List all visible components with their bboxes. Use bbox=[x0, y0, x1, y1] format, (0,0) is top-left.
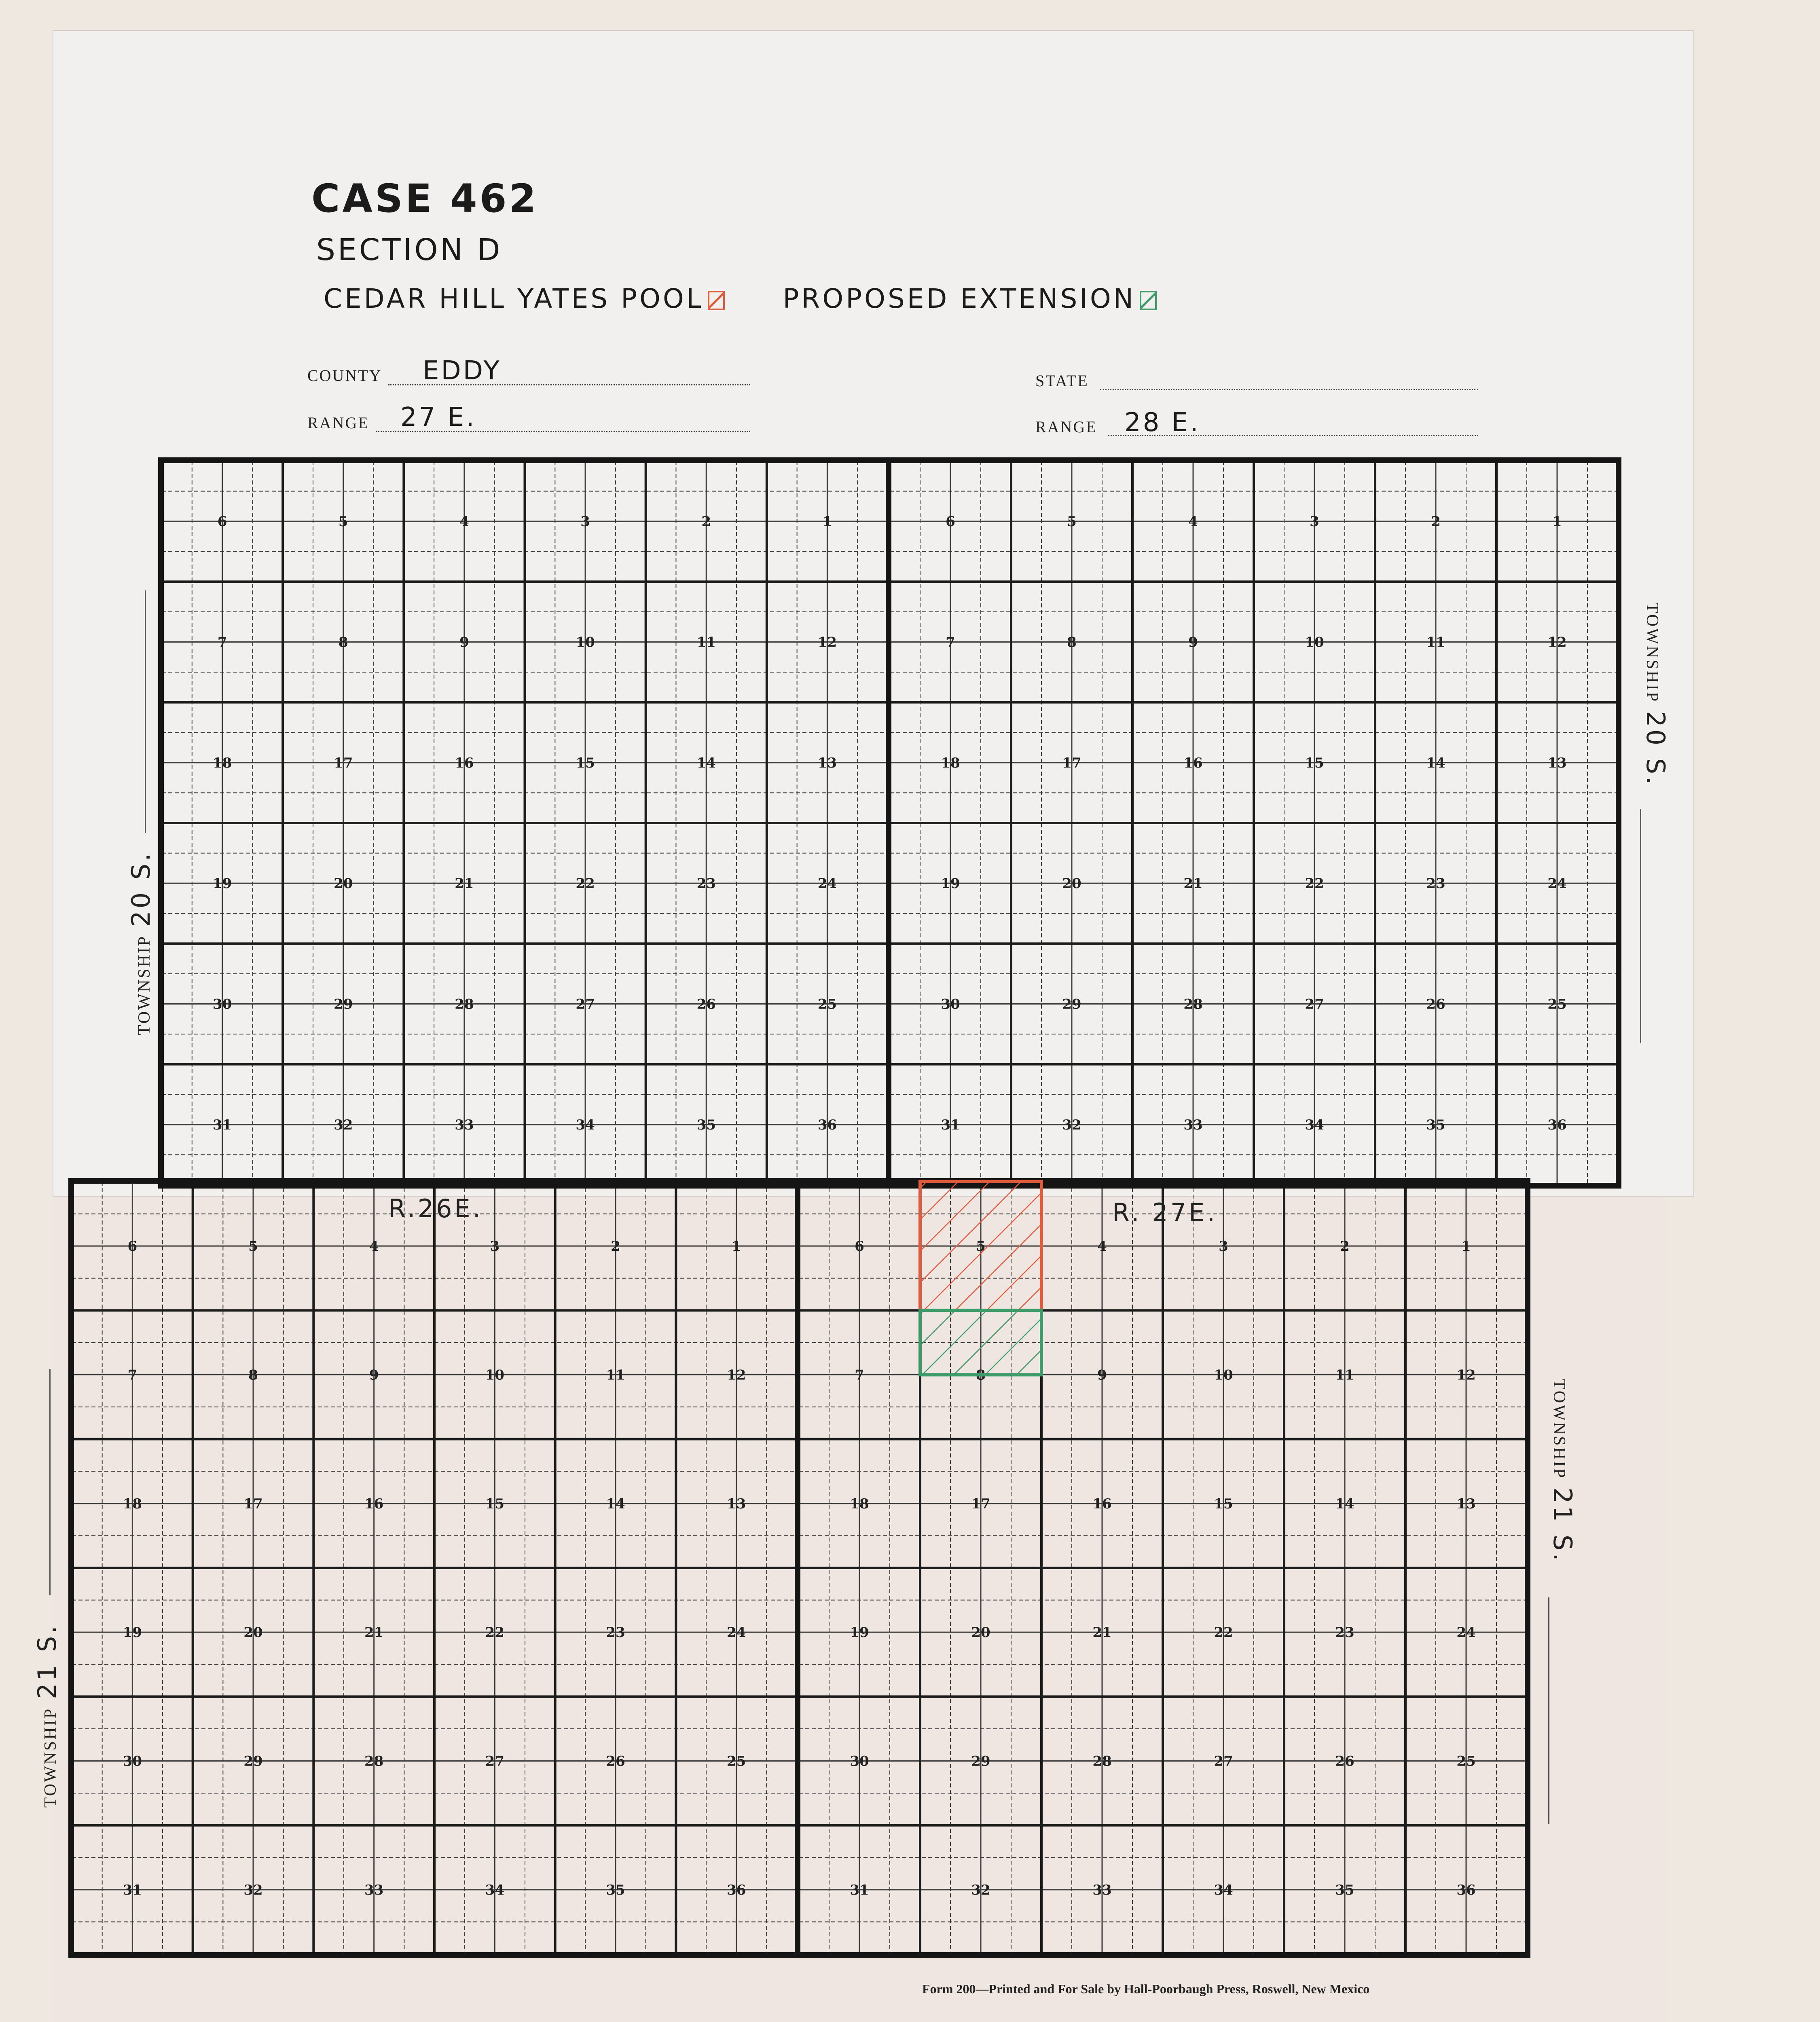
bottom-left-township-section-13: 13 bbox=[727, 1495, 746, 1512]
top-right-township-section-5: 5 bbox=[1067, 514, 1077, 530]
bottom-right-township-section-14: 14 bbox=[1335, 1495, 1354, 1512]
top-left-township-section-35: 35 bbox=[696, 1117, 716, 1133]
top-left-township-section-22: 22 bbox=[576, 876, 595, 892]
top-right-township-section-4: 4 bbox=[1188, 514, 1198, 530]
top-right-township-section-20: 20 bbox=[1062, 876, 1081, 892]
top-right-township-section-19: 19 bbox=[941, 876, 960, 892]
bottom-left-township-section-6: 6 bbox=[127, 1238, 138, 1255]
top-right-township-section-36: 36 bbox=[1547, 1117, 1567, 1133]
bottom-left-township-section-36: 36 bbox=[727, 1882, 746, 1898]
bottom_right-pool-tract-section-5 bbox=[920, 1182, 1041, 1310]
township-bottom-left-line bbox=[49, 1369, 51, 1595]
top-right-township-section-35: 35 bbox=[1426, 1117, 1445, 1133]
top-right-township-section-23: 23 bbox=[1426, 876, 1445, 892]
top-right-township-section-9: 9 bbox=[1188, 634, 1198, 651]
bottom-left-township-section-4: 4 bbox=[369, 1238, 379, 1255]
bottom-left-township-section-27: 27 bbox=[485, 1753, 504, 1770]
top-left-township-section-30: 30 bbox=[212, 996, 232, 1013]
top-right-township-section-32: 32 bbox=[1062, 1117, 1081, 1133]
top-left-township-section-34: 34 bbox=[576, 1117, 595, 1133]
top-left-township-section-2: 2 bbox=[701, 514, 711, 530]
bottom-left-township-section-32: 32 bbox=[243, 1882, 263, 1898]
township-bottom-right-word: TOWNSHIP bbox=[1550, 1379, 1568, 1480]
bottom-right-township-section-13: 13 bbox=[1456, 1495, 1476, 1512]
township-top-left-word: TOWNSHIP bbox=[135, 935, 154, 1035]
top-right-township-section-22: 22 bbox=[1305, 876, 1324, 892]
bottom-left-township-section-24: 24 bbox=[727, 1624, 746, 1641]
top-left-township-section-21: 21 bbox=[455, 876, 474, 892]
bottom-left-township-section-34: 34 bbox=[485, 1882, 504, 1898]
bottom-left-township-section-18: 18 bbox=[123, 1495, 142, 1512]
top-right-township-section-24: 24 bbox=[1547, 876, 1567, 892]
state-label: STATE bbox=[1035, 372, 1089, 390]
top-right-township-section-28: 28 bbox=[1183, 996, 1203, 1013]
range-right-value: 28 E. bbox=[1124, 408, 1200, 438]
bottom-left-township-section-31: 31 bbox=[123, 1882, 142, 1898]
township-bottom-right bbox=[1548, 1379, 1577, 1563]
footer-imprint: Form 200—Printed and For Sale by Hall-Poorbaugh Press, Roswell, New Mexico bbox=[922, 1982, 1370, 1996]
top-right-township-section-7: 7 bbox=[946, 634, 955, 651]
bottom-left-township-section-22: 22 bbox=[485, 1624, 504, 1641]
bottom-left-township-section-26: 26 bbox=[606, 1753, 625, 1770]
bottom-left-township-section-28: 28 bbox=[364, 1753, 384, 1770]
top-left-township-section-18: 18 bbox=[212, 755, 232, 771]
top-right-township-section-25: 25 bbox=[1547, 996, 1567, 1013]
top-right-township-section-30: 30 bbox=[941, 996, 960, 1013]
top-left-township-section-13: 13 bbox=[817, 755, 837, 771]
top-left-township-section-27: 27 bbox=[576, 996, 595, 1013]
top-left-township-section-20: 20 bbox=[334, 876, 353, 892]
bottom-left-township-section-12: 12 bbox=[727, 1367, 746, 1383]
top-right-township-section-15: 15 bbox=[1305, 755, 1324, 771]
top-left-township-section-7: 7 bbox=[217, 634, 227, 651]
top-right-township-section-31: 31 bbox=[941, 1117, 960, 1133]
bottom-left-township-section-9: 9 bbox=[369, 1367, 379, 1383]
range-left-value: 27 E. bbox=[400, 402, 476, 432]
top-left-township-section-33: 33 bbox=[455, 1117, 474, 1133]
township-bottom-right-line bbox=[1548, 1597, 1549, 1824]
top-right-township-section-2: 2 bbox=[1431, 514, 1441, 530]
top-left-township-section-29: 29 bbox=[334, 996, 353, 1013]
top-left-township-section-19: 19 bbox=[212, 876, 232, 892]
bottom-right-township-section-9: 9 bbox=[1097, 1367, 1107, 1383]
top-right-township-section-1: 1 bbox=[1552, 514, 1562, 530]
bottom-right-township-section-30: 30 bbox=[850, 1753, 869, 1770]
bottom-right-township-section-34: 34 bbox=[1214, 1882, 1233, 1898]
bottom-right-township-section-36: 36 bbox=[1456, 1882, 1476, 1898]
township-top-right-value: 20 S. bbox=[1641, 711, 1670, 787]
top-left-township-section-32: 32 bbox=[334, 1117, 353, 1133]
township-top-right bbox=[1641, 603, 1670, 787]
bottom-right-township-section-21: 21 bbox=[1092, 1624, 1112, 1641]
bottom-left-township-section-35: 35 bbox=[606, 1882, 625, 1898]
bottom-left-township-section-8: 8 bbox=[248, 1367, 258, 1383]
top-right-township-section-8: 8 bbox=[1067, 634, 1077, 651]
bottom-left-township-section-1: 1 bbox=[731, 1238, 741, 1255]
bottom-right-township-section-11: 11 bbox=[1335, 1367, 1354, 1383]
bottom-left-township-section-25: 25 bbox=[727, 1753, 746, 1770]
bottom-left-township-section-11: 11 bbox=[606, 1367, 625, 1383]
top-right-township-section-33: 33 bbox=[1183, 1117, 1203, 1133]
bottom-right-township-section-31: 31 bbox=[850, 1882, 869, 1898]
section-label: SECTION D bbox=[316, 233, 503, 267]
township-top-left-value: 20 S. bbox=[126, 851, 156, 927]
bottom-right-township-section-18: 18 bbox=[850, 1495, 869, 1512]
bottom-left-township-section-7: 7 bbox=[127, 1367, 138, 1383]
top-left-township-section-17: 17 bbox=[334, 755, 353, 771]
top-left-township-section-8: 8 bbox=[338, 634, 348, 651]
top-right-township-section-10: 10 bbox=[1305, 634, 1324, 651]
top-right-township-section-29: 29 bbox=[1062, 996, 1081, 1013]
top-right-township-section-18: 18 bbox=[941, 755, 960, 771]
top-left-township-section-12: 12 bbox=[817, 634, 837, 651]
bottom-right-township-section-35: 35 bbox=[1335, 1882, 1354, 1898]
top-left-township-section-36: 36 bbox=[817, 1117, 837, 1133]
bottom-right-township-section-1: 1 bbox=[1461, 1238, 1471, 1255]
top-left-township-section-6: 6 bbox=[217, 514, 227, 530]
top-left-township-section-15: 15 bbox=[576, 755, 595, 771]
township-top-left bbox=[126, 851, 156, 1035]
bottom-left-township-section-33: 33 bbox=[364, 1882, 384, 1898]
county-value: EDDY bbox=[423, 356, 502, 386]
top-right-township-section-27: 27 bbox=[1305, 996, 1324, 1013]
top-left-township-section-5: 5 bbox=[338, 514, 348, 530]
bottom-left-township-section-21: 21 bbox=[364, 1624, 384, 1641]
township-top-right-line bbox=[1640, 809, 1641, 1043]
bottom-left-township-section-14: 14 bbox=[606, 1495, 625, 1512]
bottom-left-township-section-2: 2 bbox=[611, 1238, 620, 1255]
top-right-township-section-34: 34 bbox=[1305, 1117, 1324, 1133]
top-right-township-section-3: 3 bbox=[1310, 514, 1319, 530]
bottom-left-township-section-20: 20 bbox=[243, 1624, 263, 1641]
township-bottom-right-value: 21 S. bbox=[1548, 1487, 1577, 1563]
top-left-township-section-1: 1 bbox=[822, 514, 832, 530]
range-left-label: RANGE bbox=[307, 414, 369, 432]
bottom-right-range-label: R. 27E. bbox=[1112, 1198, 1218, 1227]
bottom-right-township-section-29: 29 bbox=[971, 1753, 990, 1770]
bottom-right-township-section-16: 16 bbox=[1092, 1495, 1112, 1512]
bottom-right-township-section-25: 25 bbox=[1456, 1753, 1476, 1770]
top-left-township-section-28: 28 bbox=[455, 996, 474, 1013]
top-left-township-section-31: 31 bbox=[212, 1117, 232, 1133]
top-right-township-section-26: 26 bbox=[1426, 996, 1445, 1013]
top-left-township-section-3: 3 bbox=[580, 514, 590, 530]
top-right-township-section-13: 13 bbox=[1547, 755, 1567, 771]
bottom-right-township-section-26: 26 bbox=[1335, 1753, 1354, 1770]
top-right-township-section-6: 6 bbox=[946, 514, 955, 530]
top-left-township-section-24: 24 bbox=[817, 876, 837, 892]
top-right-township-section-11: 11 bbox=[1426, 634, 1445, 651]
township-bottom-left-word: TOWNSHIP bbox=[41, 1707, 60, 1808]
top-right-township-section-12: 12 bbox=[1547, 634, 1567, 651]
bottom-right-township-section-4: 4 bbox=[1097, 1238, 1107, 1255]
bottom-right-township-section-6: 6 bbox=[855, 1238, 864, 1255]
top-left-township-section-16: 16 bbox=[455, 755, 474, 771]
bottom-left-township-section-17: 17 bbox=[243, 1495, 263, 1512]
township-top-left-line bbox=[145, 590, 146, 833]
bottom-left-township-section-29: 29 bbox=[243, 1753, 263, 1770]
bottom-right-township-section-27: 27 bbox=[1214, 1753, 1233, 1770]
bottom-right-township-section-28: 28 bbox=[1092, 1753, 1112, 1770]
bottom-left-township-section-15: 15 bbox=[485, 1495, 504, 1512]
range-right-label: RANGE bbox=[1035, 418, 1097, 436]
pool-legend-label: CEDAR HILL YATES POOL bbox=[324, 283, 704, 314]
top-left-township-section-11: 11 bbox=[696, 634, 716, 651]
bottom-right-township-section-2: 2 bbox=[1340, 1238, 1350, 1255]
bottom-right-township-section-17: 17 bbox=[971, 1495, 990, 1512]
bottom-right-township-section-3: 3 bbox=[1219, 1238, 1228, 1255]
top-left-township-section-26: 26 bbox=[696, 996, 716, 1013]
township-top-right-word: TOWNSHIP bbox=[1643, 603, 1661, 703]
bottom-right-township-section-24: 24 bbox=[1456, 1624, 1476, 1641]
bottom-left-township-section-5: 5 bbox=[248, 1238, 258, 1255]
top-left-township-section-10: 10 bbox=[576, 634, 595, 651]
case-title: CASE 462 bbox=[311, 176, 539, 221]
bottom-left-township-section-23: 23 bbox=[606, 1624, 625, 1641]
township-bottom-left bbox=[32, 1623, 62, 1808]
extension-legend-label: PROPOSED EXTENSION bbox=[783, 283, 1136, 314]
bottom-left-township-section-10: 10 bbox=[485, 1367, 504, 1383]
top-left-township-section-4: 4 bbox=[459, 514, 469, 530]
bottom-left-township-section-3: 3 bbox=[490, 1238, 500, 1255]
county-label: COUNTY bbox=[307, 366, 382, 385]
top-left-township-section-9: 9 bbox=[459, 634, 469, 651]
bottom-right-township-section-20: 20 bbox=[971, 1624, 990, 1641]
bottom-left-township-section-19: 19 bbox=[123, 1624, 142, 1641]
bottom-left-range-label: R.26E. bbox=[388, 1194, 483, 1223]
bottom-right-township-section-23: 23 bbox=[1335, 1624, 1354, 1641]
top-right-township-section-16: 16 bbox=[1183, 755, 1203, 771]
bottom-right-township-section-12: 12 bbox=[1456, 1367, 1476, 1383]
bottom-left-township-section-16: 16 bbox=[364, 1495, 384, 1512]
bottom-right-township-section-33: 33 bbox=[1092, 1882, 1112, 1898]
bottom-right-township-section-32: 32 bbox=[971, 1882, 990, 1898]
bottom_right-extension-tract-section-8 bbox=[920, 1310, 1041, 1375]
top-left-township-section-14: 14 bbox=[696, 755, 716, 771]
bottom-right-township-section-19: 19 bbox=[850, 1624, 869, 1641]
bottom-right-township-section-15: 15 bbox=[1214, 1495, 1233, 1512]
top-left-township-section-25: 25 bbox=[817, 996, 837, 1013]
bottom-right-township-section-10: 10 bbox=[1214, 1367, 1233, 1383]
bottom-right-township-section-7: 7 bbox=[855, 1367, 864, 1383]
top-left-township-section-23: 23 bbox=[696, 876, 716, 892]
bottom-right-township-section-22: 22 bbox=[1214, 1624, 1233, 1641]
top-right-township-section-14: 14 bbox=[1426, 755, 1445, 771]
bottom-left-township-section-30: 30 bbox=[123, 1753, 142, 1770]
top-right-township-section-17: 17 bbox=[1062, 755, 1081, 771]
top-right-township-section-21: 21 bbox=[1183, 876, 1203, 892]
township-bottom-left-value: 21 S. bbox=[32, 1623, 62, 1699]
